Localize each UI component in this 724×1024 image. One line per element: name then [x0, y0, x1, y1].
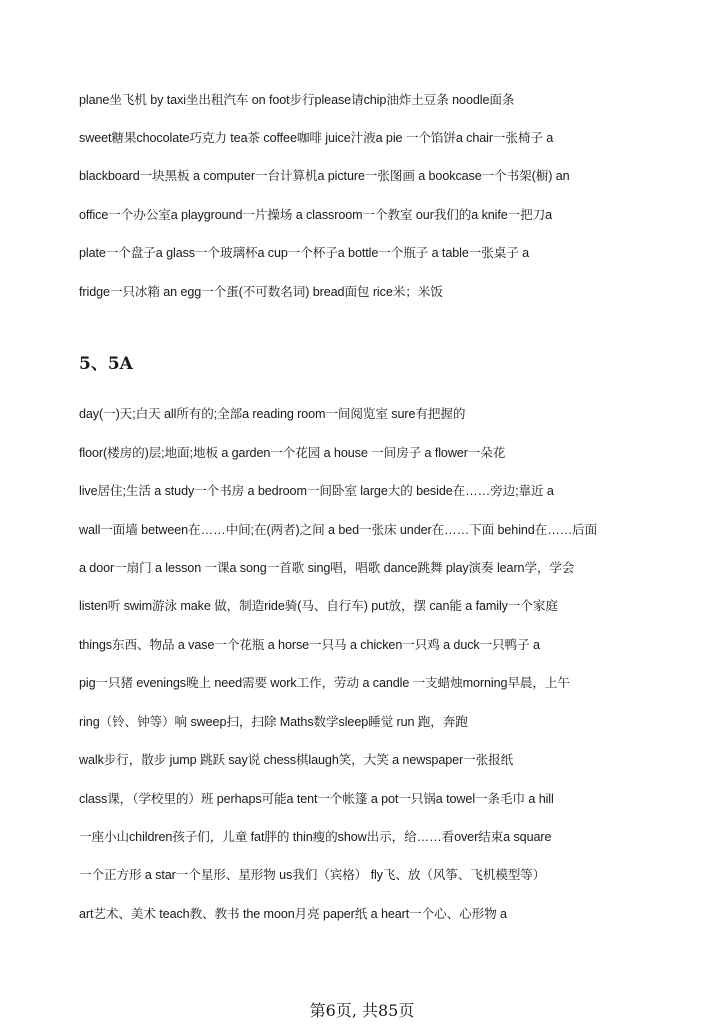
text-line: class课，（学校里的）班 perhaps可能a tent一个帐篷 a pot一只锅a towel一条毛巾 a hill	[79, 792, 554, 806]
text-line: office一个办公室a playground一片操场 a classroom一个教室 our我们的a knife一把刀a	[79, 208, 553, 222]
text-line: things东西、物品 a vase一个花瓶 a horse一只马 a chicken一只鸡 a duck一只鸭子 a	[79, 638, 540, 652]
text-line: wall一面墙 between在……中间;在(两者)之间 a bed一张床 under在……下面 behind在……后面	[79, 523, 598, 537]
text-line: 一个正方形 a star一个星形、星形物 us我们（宾格） fly飞、放（风筝、飞机模型等）	[79, 868, 546, 882]
text-line: art艺术、美术 teach教、教书 the moon月亮 paper纸 a heart一个心、心形物 a	[79, 907, 507, 921]
text-line: plate一个盘子a glass一个玻璃杯a cup一个杯子a bottle一个瓶子 a table一张桌子 a	[79, 246, 530, 260]
text-line: pig一只猪 evenings晚上 need需要 work工作，劳动 a candle 一支蜡烛morning早晨，上午	[79, 676, 570, 690]
text-line: blackboard一块黑板 a computer一台计算机a picture一张图画 a bookcase一个书架(橱) an	[79, 169, 570, 183]
text-line: walk步行，散步 jump 跳跃 say说 chess棋laugh笑，大笑 a newspaper一张报纸	[79, 753, 514, 767]
text-line: ring（铃、钟等）响 sweep扫，扫除 Maths数学sleep睡觉 run 跑，奔跑	[79, 715, 468, 729]
text-line: listen听 swim游泳 make 做，制造ride骑(马、自行车) put放，摆 can能 a family一个家庭	[79, 599, 558, 613]
text-line: day(一)天;白天 all所有的;全部a reading room一间阅览室 sure有把握的	[79, 407, 466, 421]
text-line: live居住;生活 a study一个书房 a bedroom一间卧室 large大的 beside在……旁边;靠近 a	[79, 484, 554, 498]
text-line: sweet糖果chocolate巧克力 tea茶 coffee咖啡 juice汁液a pie 一个馅饼a chair一张椅子 a	[79, 131, 554, 145]
page-number: 第6页, 共85页	[309, 1001, 415, 1020]
text-line: 一座小山children孩子们，儿童 fat胖的 thin瘦的show出示，给……看over结束a square	[79, 830, 552, 844]
text-line: floor(楼房的)层;地面;地板 a garden一个花园 a house 一间房子 a flower一朵花	[79, 446, 506, 460]
text-line: fridge一只冰箱 an egg一个蛋(不可数名词) bread面包 rice米；米饭	[79, 285, 443, 299]
text-line: plane坐飞机 by taxi坐出租汽车 on foot步行please请chip油炸土豆条 noodle面条	[79, 93, 515, 107]
section-heading: 5、5A	[79, 354, 133, 374]
text-line: a door一扇门 a lesson 一课a song一首歌 sing唱，唱歌 dance跳舞 play演奏 learn学，学会	[79, 561, 575, 575]
